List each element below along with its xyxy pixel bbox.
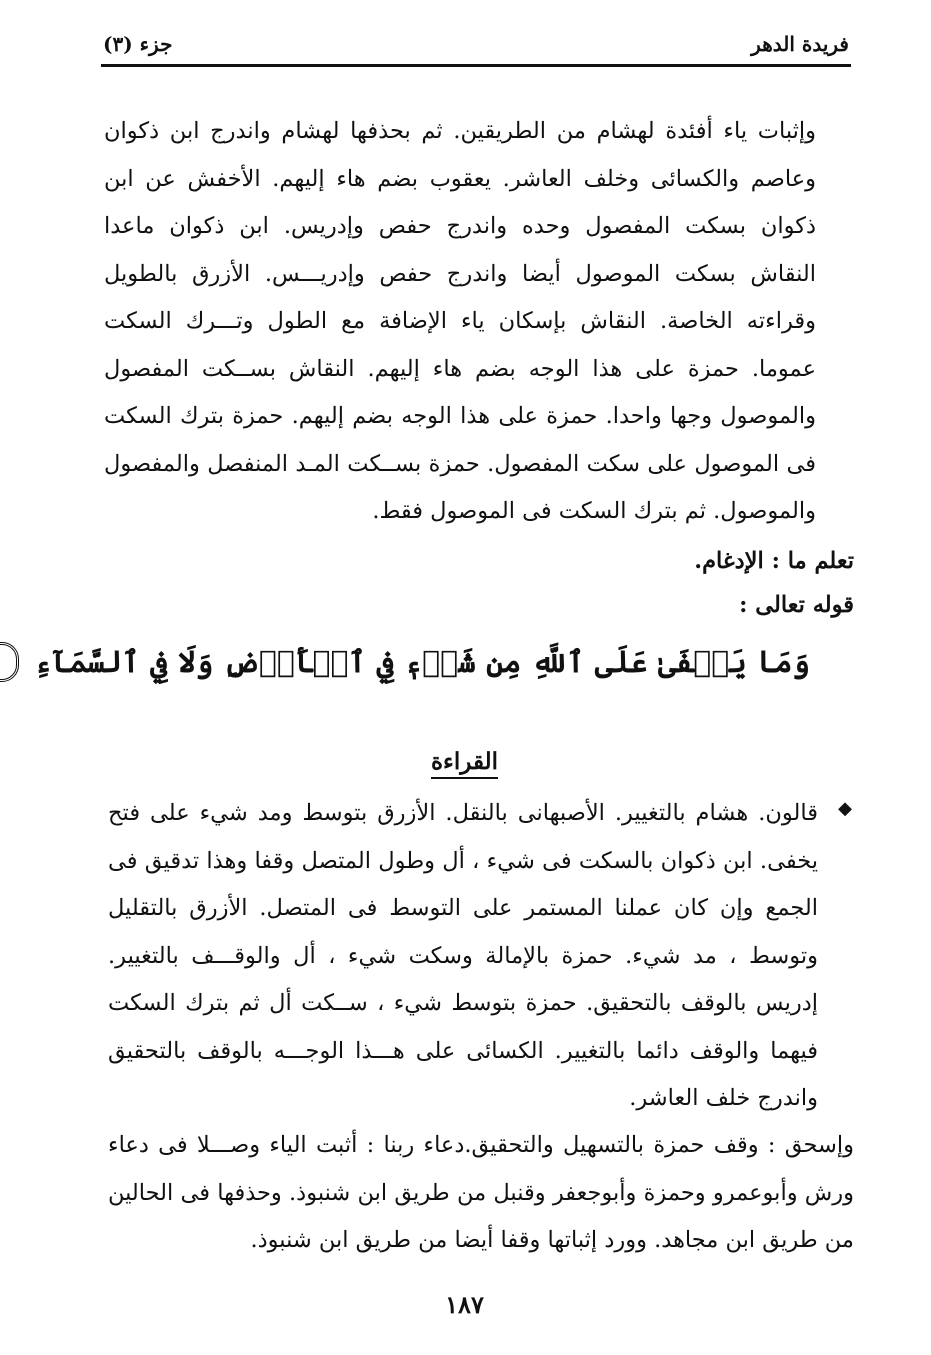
reading-heading-text: القراءة: [432, 748, 499, 779]
verse-text: وَمَا يَخۡفَىٰ عَلَى ٱللَّهِ مِن شَيۡءٖ فِي ٱلۡأَرۡضِ وَلَا فِي ٱلسَّمَآءِ: [35, 644, 811, 680]
reading-heading: [0, 748, 931, 779]
quran-verse: [35, 642, 811, 706]
paragraph-1: وإثبات ياء أفئدة لهشام من الطريقين. ثم بحذفها لهشام واندرج ابن ذكوان وعاصم والكسائى وخلف العاشر. يعقوب بضم هاء إليهم. الأخفش عن ابن ذكوان بسكت المفصول وحده واندرج حفص وإدريس. ابن ذكوان ماعدا النقاش بسكت الموصول أيضا واندرج حفص وإدريـــس. الأزرق بالطويل وقراءته الخاصة. النقاش بإسكان ياء الإضافة مع الطول وتـــرك السكت عموما. حمزة على هذا الوجه بضم هاء إليهم. النقاش بســكت المفصول والموصول وجها واحدا. حمزة على هذا الوجه بضم إليهم. حمزة بترك السكت فى الموصول على سكت المفصول. حمزة بســكت المـد المنفصل والمفصول والموصول. ثم بترك السكت فى الموصول فقط.: [105, 118, 817, 524]
ayah-number-icon: [0, 642, 20, 682]
part-label: جزء (٣): [104, 32, 174, 56]
says-line: قوله تعالى :: [740, 592, 855, 618]
paragraph-3: وإسحق : وقف حمزة بالتسهيل والتحقيق.دعاء ربنا : أثبت الياء وصـــلا فى دعاء ورش وأبوعمرو وحمزة وأبوجعفر وقنبل من طريق ابن شنبوذ. وحذفها فى الحالين من طريق ابن مجاهد. وورد إثباتها وقفا أيضا من طريق ابن شنبوذ.: [109, 1132, 855, 1253]
learn-line: تعلم ما : الإدغام.: [695, 548, 855, 574]
diamond-bullet-icon: ◆: [839, 798, 853, 819]
book-title: فريدة الدهر: [752, 32, 850, 56]
header-rule: [102, 64, 852, 67]
page-number: ١٨٧: [446, 1290, 485, 1319]
running-header: [104, 26, 850, 62]
paragraph-2: قالون. هشام بالتغيير. الأصبهانى بالنقل. الأزرق بتوسط ومد شيء على فتح يخفى. ابن ذكوان بالسكت فى شيء ، أل وطول المتصل وقفا وهذا تدقيق فى الجمع وإن كان عملنا المستمر على التوسط فى المتصل. الأزرق بالتقليل وتوسط ، مد شيء. حمزة بالإمالة وسكت شيء ، أل والوقـــف بالتغيير. إدريس بالوقف بالتحقيق. حمزة بتوسط شيء ، ســكت أل ثم بترك السكت فيهما والوقف دائما بالتغيير. الكسائى على هـــذا الوجـــه بالوقف بالتحقيق واندرج خلف العاشر.: [109, 800, 819, 1111]
